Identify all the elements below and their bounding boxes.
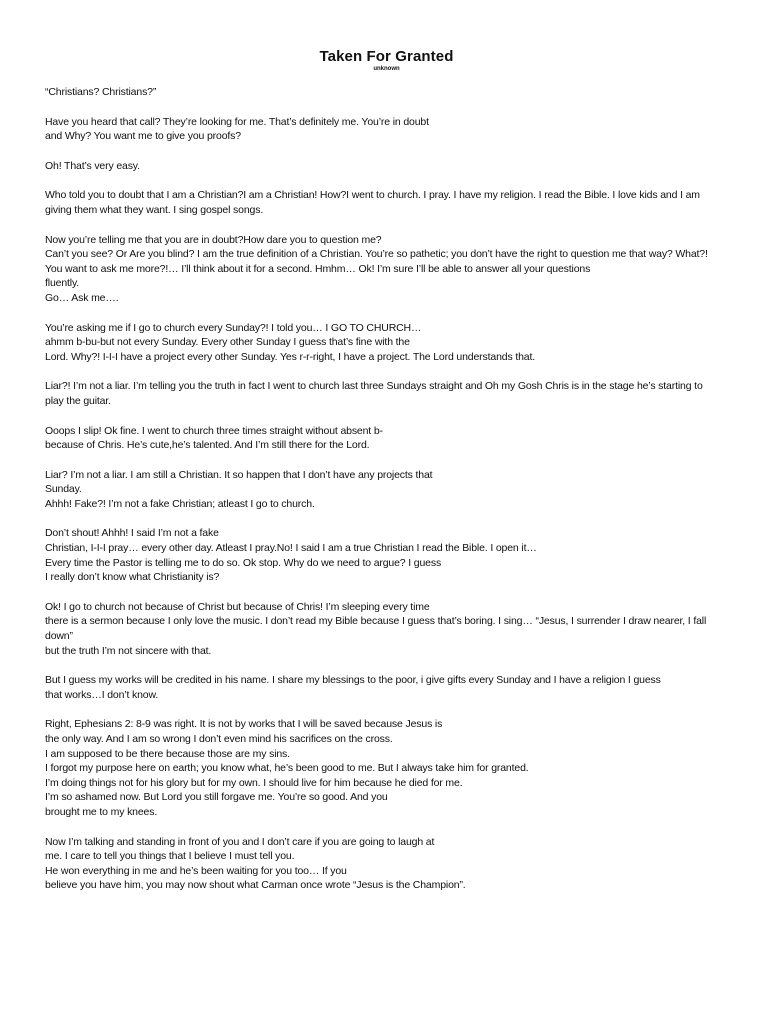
text-line: Ooops I slip! Ok fine. I went to church three times straight without absent b- [45,424,383,437]
text-line: me. I care to tell you things that I believe I must tell you. [45,850,295,863]
text-line: Can’t you see? Or Are you blind? I am the true definition of a Christian. You’re so pathetic; you don’t have the right to question me that way? What?! [45,248,708,261]
text-line: Christian, I-I-I pray… every other day. Atleast I pray.No! I said I am a true Christian I read the Bible. I open it… [45,542,537,555]
paragraph [45,600,728,658]
text-line: You’re asking me if I go to church every Sunday?! I told you… I GO TO CHURCH… [45,321,422,334]
text-line: Sunday. [45,483,82,496]
paragraph [45,321,728,365]
text-line: there is a sermon because I only love the music. I don’t read my Bible because I guess that’s boring. I sing… “Jesus, I surrender I draw nearer, I fall [45,615,707,628]
paragraph [45,159,728,174]
text-line: Right, Ephesians 2: 8-9 was right. It is not by works that I will be saved because Jesus is [45,718,443,731]
paragraph [45,526,728,584]
text-line: giving them what they want. I sing gospel songs. [45,203,264,216]
text-line: I forgot my purpose here on earth; you know what, he’s been good to me. But I always take him for granted. [45,762,529,775]
paragraph [45,835,728,893]
text-line: I’m doing things not for his glory but for my own. I should live for him because he died for me. [45,776,463,789]
text-line: Now I’m talking and standing in front of you and I don’t care if you are going to laugh at [45,835,435,848]
text-line: Now you’re telling me that you are in doubt?How dare you to question me? [45,233,382,246]
text-line: ahmm b-bu-but not every Sunday. Every other Sunday I guess that’s fine with the [45,336,410,349]
paragraph [45,85,728,100]
document-author: unknown [373,66,400,72]
text-line: Have you heard that call? They’re looking for me. That’s definitely me. You’re in doubt [45,115,429,128]
text-line: I am supposed to be there because those are my sins. [45,747,290,760]
text-line: Who told you to doubt that I am a Christian?I am a Christian! How?I went to church. I pray. I have my religion. I read the Bible. I love kids and I am [45,189,700,202]
text-line: But I guess my works will be credited in his name. I share my blessings to the poor, i give gifts every Sunday and I have a religion I guess [45,674,661,687]
text-line: I really don’t know what Christianity is? [45,571,220,584]
paragraph [45,468,728,512]
text-line: “Christians? Christians?” [45,86,157,98]
paragraph [45,115,728,144]
paragraph [45,424,728,453]
text-line: You want to ask me more?!… I’ll think about it for a second. Hmhm… Ok! I’m sure I’ll be able to answer all your questions [45,262,591,275]
text-line: I’m so ashamed now. But Lord you still forgave me. You’re so good. And you [45,791,388,804]
text-line: Every time the Pastor is telling me to do so. Ok stop. Why do we need to argue? I guess [45,556,442,569]
text-line: Don’t shout! Ahhh! I said I’m not a fake [45,527,219,540]
paragraph [45,717,728,819]
text-line: Go… Ask me…. [45,291,119,304]
text-line: Liar? I’m not a liar. I am still a Christian. It so happen that I don’t have any projects that [45,468,433,481]
text-line: because of Chris. He’s cute,he’s talented. And I’m still there for the Lord. [45,439,370,452]
text-line: Lord. Why?! I-I-I have a project every other Sunday. Yes r-r-right, I have a project. The Lord understands that. [45,350,535,363]
text-line: and Why? You want me to give you proofs? [45,130,241,143]
paragraph [45,379,728,408]
paragraph [45,673,728,702]
text-line: Ahhh! Fake?! I’m not a fake Christian; atleast I go to church. [45,497,315,510]
text-line: believe you have him, you may now shout what Carman once wrote “Jesus is the Champion”. [45,879,466,892]
text-line: He won everything in me and he’s been waiting for you too… If you [45,864,347,877]
document-title: Taken For Granted [319,48,454,65]
text-line: down” [45,630,73,643]
text-line: brought me to my knees. [45,805,158,818]
text-line: Ok! I go to church not because of Christ but because of Chris! I’m sleeping every time [45,600,430,613]
text-line: Oh! That’s very easy. [45,159,140,172]
text-line: but the truth I’m not sincere with that. [45,644,212,657]
text-line: the only way. And I am so wrong I don’t even mind his sacrifices on the cross. [45,733,393,745]
document-body [45,85,728,893]
text-line: fluently. [45,277,80,290]
text-line: Liar?! I’m not a liar. I’m telling you the truth in fact I went to church last three Sundays straight and Oh my Gosh Chris is in the stage he’s starting to [45,380,703,393]
paragraph [45,188,728,217]
paragraph [45,233,728,306]
text-line: play the guitar. [45,394,111,407]
text-line: that works…I don’t know. [45,688,159,701]
